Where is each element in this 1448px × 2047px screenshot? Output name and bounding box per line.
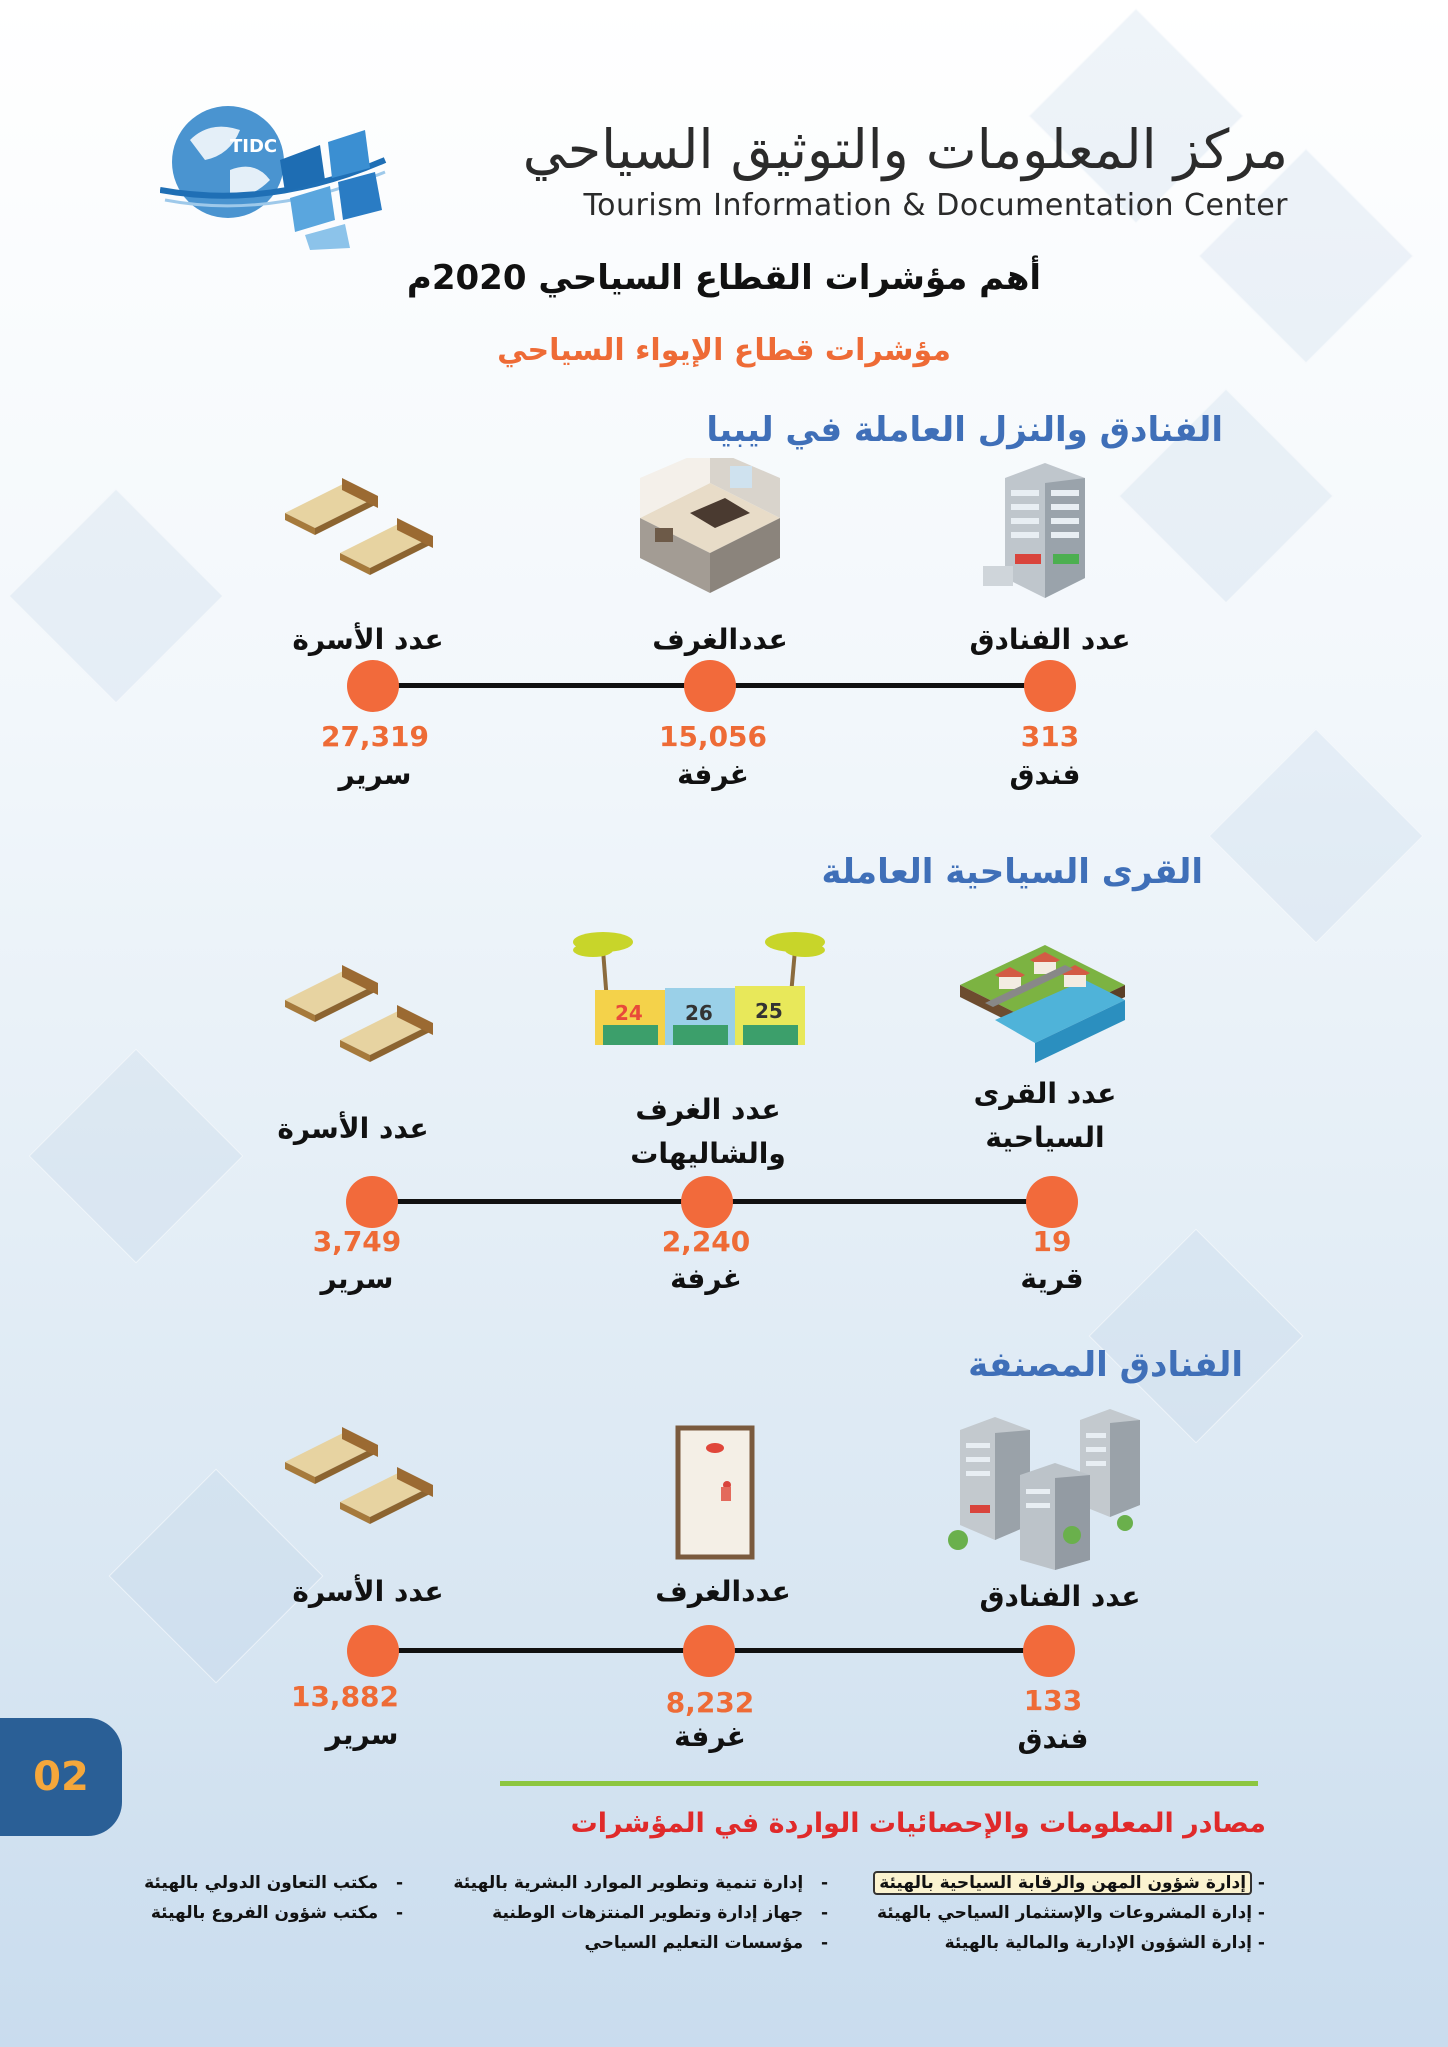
- source-item: - إدارة تنمية وتطوير الموارد البشرية بالهيئة: [453, 1873, 828, 1893]
- source-item-text: مكتب التعاون الدولي بالهيئة: [144, 1873, 379, 1893]
- indicator-unit: سرير: [338, 758, 412, 791]
- indicator-label: عدد الأسرة: [277, 1112, 429, 1145]
- timeline-dot: [347, 660, 399, 712]
- source-item-text: إدارة تنمية وتطوير الموارد البشرية بالهيئة: [453, 1873, 804, 1893]
- hotel-room-icon: [630, 458, 790, 603]
- timeline-dot: [1026, 1176, 1078, 1228]
- source-item-text: إدارة الشؤون الإدارية والمالية بالهيئة: [944, 1933, 1253, 1953]
- indicator-unit: سرير: [320, 1262, 394, 1295]
- indicator-value: 19: [1032, 1225, 1072, 1258]
- section-title: الفنادق والنزل العاملة في ليبيا: [706, 410, 1223, 450]
- indicator-label: عددالغرف: [652, 623, 788, 656]
- indicator-value: 27,319: [320, 720, 430, 753]
- sources-column: [873, 1868, 1265, 1958]
- source-item: - مكتب التعاون الدولي بالهيئة: [144, 1873, 403, 1893]
- timeline-dot: [1023, 1625, 1075, 1677]
- indicator-unit: فندق: [1009, 758, 1081, 791]
- sources-column: [453, 1868, 828, 1958]
- source-item-text: مؤسسات التعليم السياحي: [584, 1933, 804, 1953]
- beds-icon: [280, 960, 450, 1075]
- room-door-icon: [675, 1425, 755, 1560]
- timeline-dot: [347, 1625, 399, 1677]
- indicator-label: عدد القرى السياحية: [973, 1077, 1117, 1154]
- indicator-value: 313: [1020, 720, 1080, 753]
- beds-icon: [280, 473, 450, 588]
- source-item-text: مكتب شؤون الفروع بالهيئة: [150, 1903, 379, 1923]
- timeline-dot: [681, 1176, 733, 1228]
- source-item-text: جهاز إدارة وتطوير المنتزهات الوطنية: [492, 1903, 804, 1923]
- indicator-value: 3,749: [312, 1225, 402, 1258]
- indicator-unit: غرفة: [677, 758, 749, 791]
- timeline-dot: [346, 1176, 398, 1228]
- divider-line: [500, 1781, 1258, 1786]
- indicator-value: 13,882: [290, 1680, 400, 1713]
- sub-title: مؤشرات قطاع الإيواء السياحي: [497, 333, 951, 368]
- org-name-arabic: مركز المعلومات والتوثيق السياحي: [522, 118, 1288, 181]
- beds-icon: [280, 1422, 450, 1537]
- chalet-number: 26: [685, 1001, 713, 1025]
- source-item: - إدارة الشؤون الإدارية والمالية بالهيئة: [944, 1933, 1265, 1953]
- indicator-label: عدد الفنادق: [969, 623, 1131, 656]
- indicator-label: عدد الأسرة: [292, 623, 444, 656]
- indicator-value: 8,232: [665, 1686, 755, 1719]
- hotel-building-icon: [975, 458, 1115, 603]
- section-title: القرى السياحية العاملة: [821, 852, 1203, 892]
- source-item-highlighted: إدارة شؤون المهن والرقابة السياحية بالهيئة: [873, 1871, 1252, 1895]
- indicator-unit: سرير: [325, 1718, 399, 1751]
- tidc-logo: [160, 100, 390, 250]
- bg-diamond: [1209, 729, 1424, 944]
- source-item: - إدارة المشروعات والإستثمار السياحي بالهيئة: [876, 1903, 1265, 1923]
- indicator-value: 133: [1023, 1684, 1083, 1717]
- timeline-dot: [1024, 660, 1076, 712]
- source-item: - إدارة شؤون المهن والرقابة السياحية بالهيئة: [873, 1868, 1265, 1898]
- chalets-icon: [565, 920, 835, 1065]
- source-item: - جهاز إدارة وتطوير المنتزهات الوطنية: [492, 1903, 828, 1923]
- tourist-village-icon: [955, 925, 1130, 1065]
- timeline-dot: [684, 660, 736, 712]
- source-item: - مؤسسات التعليم السياحي: [584, 1933, 828, 1953]
- page-number-badge: 02: [0, 1718, 122, 1836]
- indicator-value: 15,056: [658, 720, 768, 753]
- section-title: الفنادق المصنفة: [968, 1345, 1243, 1385]
- chalet-number: 24: [615, 1001, 643, 1025]
- sources-column: [144, 1868, 403, 1928]
- indicator-unit: قرية: [1020, 1262, 1084, 1295]
- indicator-unit: غرفة: [674, 1720, 746, 1753]
- main-title: أهم مؤشرات القطاع السياحي 2020م: [406, 258, 1042, 298]
- bg-diamond: [9, 489, 224, 704]
- org-name-english: Tourism Information & Documentation Center: [583, 188, 1288, 223]
- indicator-label: عدد الفنادق: [979, 1580, 1141, 1613]
- source-item: - مكتب شؤون الفروع بالهيئة: [150, 1903, 403, 1923]
- indicator-label: عدد الأسرة: [292, 1575, 444, 1608]
- sources-title: مصادر المعلومات والإحصائيات الواردة في المؤشرات: [570, 1808, 1266, 1839]
- indicator-value: 2,240: [661, 1225, 751, 1258]
- bg-diamond: [29, 1049, 244, 1264]
- chalet-number: 25: [755, 999, 783, 1023]
- indicator-unit: غرفة: [670, 1262, 742, 1295]
- logo-text: TIDC: [230, 136, 278, 157]
- indicator-label: عددالغرف: [655, 1575, 791, 1608]
- timeline-dot: [683, 1625, 735, 1677]
- indicator-label: عدد الغرف والشاليهات: [630, 1093, 786, 1170]
- indicator-unit: فندق: [1017, 1722, 1089, 1755]
- classified-hotels-icon: [940, 1405, 1160, 1570]
- source-item-text: إدارة المشروعات والإستثمار السياحي بالهيئة: [876, 1903, 1253, 1923]
